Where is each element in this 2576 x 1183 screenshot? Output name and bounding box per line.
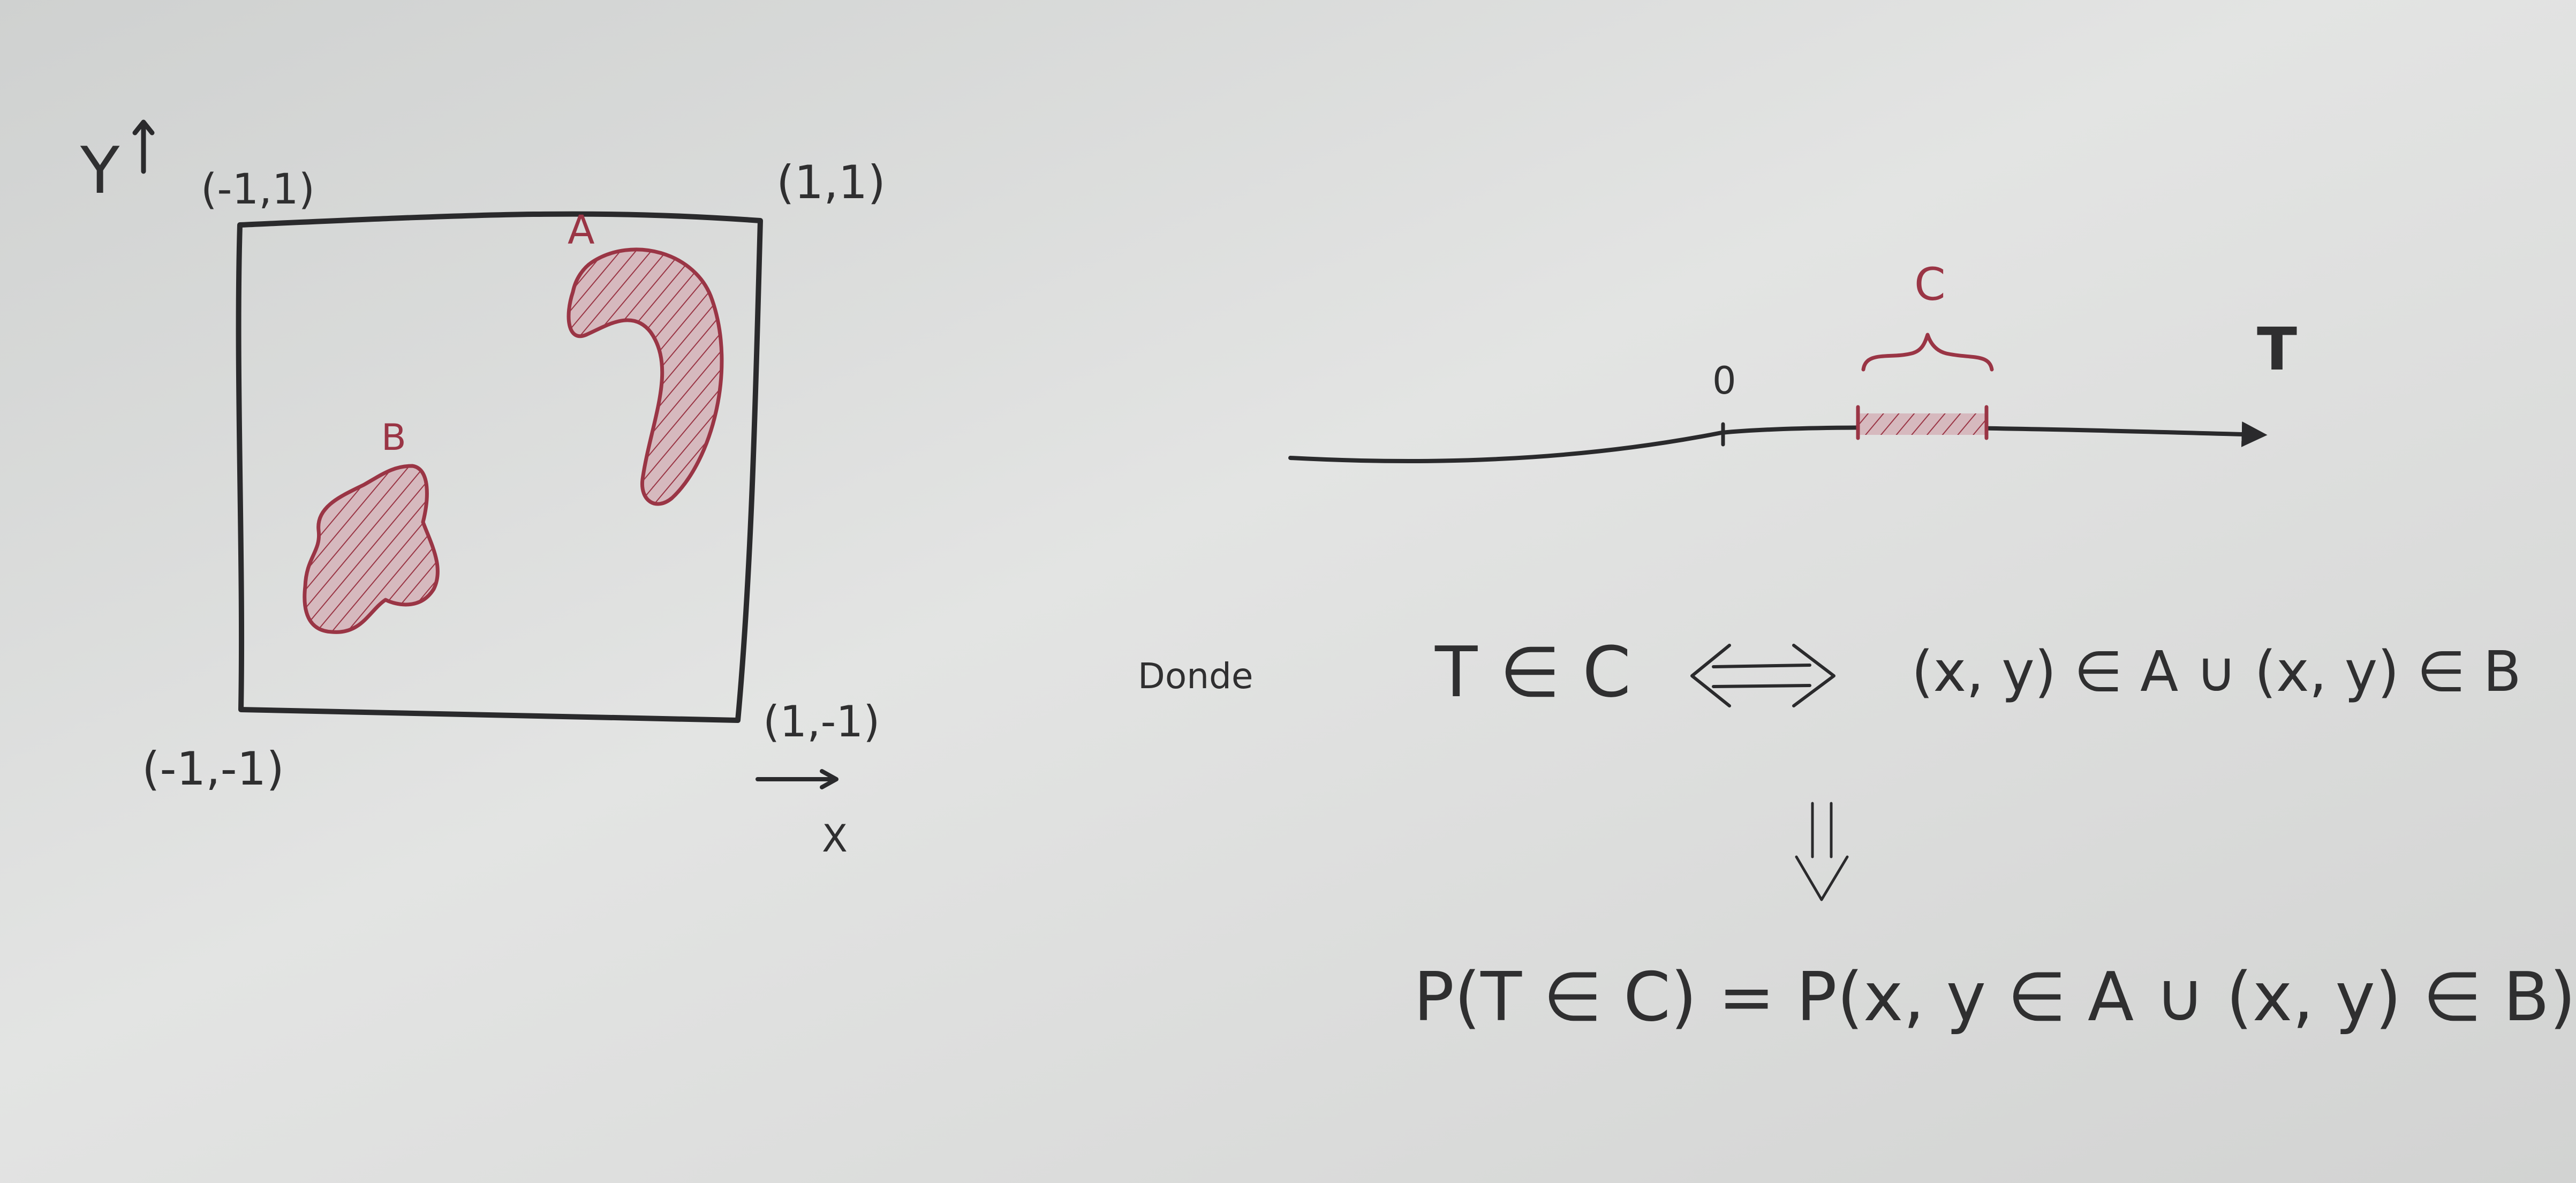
- region-b-label: B: [381, 417, 406, 459]
- lhs-expression: T ∈ C: [1435, 631, 1631, 713]
- probability-expression: P(T ∈ C) = P(x, y ∈ A ∪ (x, y) ∈ B): [1414, 958, 2576, 1036]
- y-axis-label: Y: [80, 134, 120, 208]
- corner-top-right-label: (1,1): [776, 156, 886, 209]
- corner-top-left-label: (-1,1): [201, 165, 315, 214]
- rhs-expression: (x, y) ∈ A ∪ (x, y) ∈ B: [1912, 639, 2521, 704]
- timeline-axis-label: T: [2257, 315, 2298, 383]
- origin-label: 0: [1712, 359, 1736, 403]
- donde-label: Donde: [1138, 655, 1253, 697]
- interval-c-label: C: [1914, 258, 1946, 311]
- x-axis-label: X: [822, 817, 848, 861]
- region-a-label: A: [568, 207, 595, 253]
- corner-bottom-right-label: (1,-1): [763, 697, 880, 747]
- interval-c-hatch: [1858, 413, 1986, 435]
- corner-bottom-left-label: (-1,-1): [142, 742, 284, 796]
